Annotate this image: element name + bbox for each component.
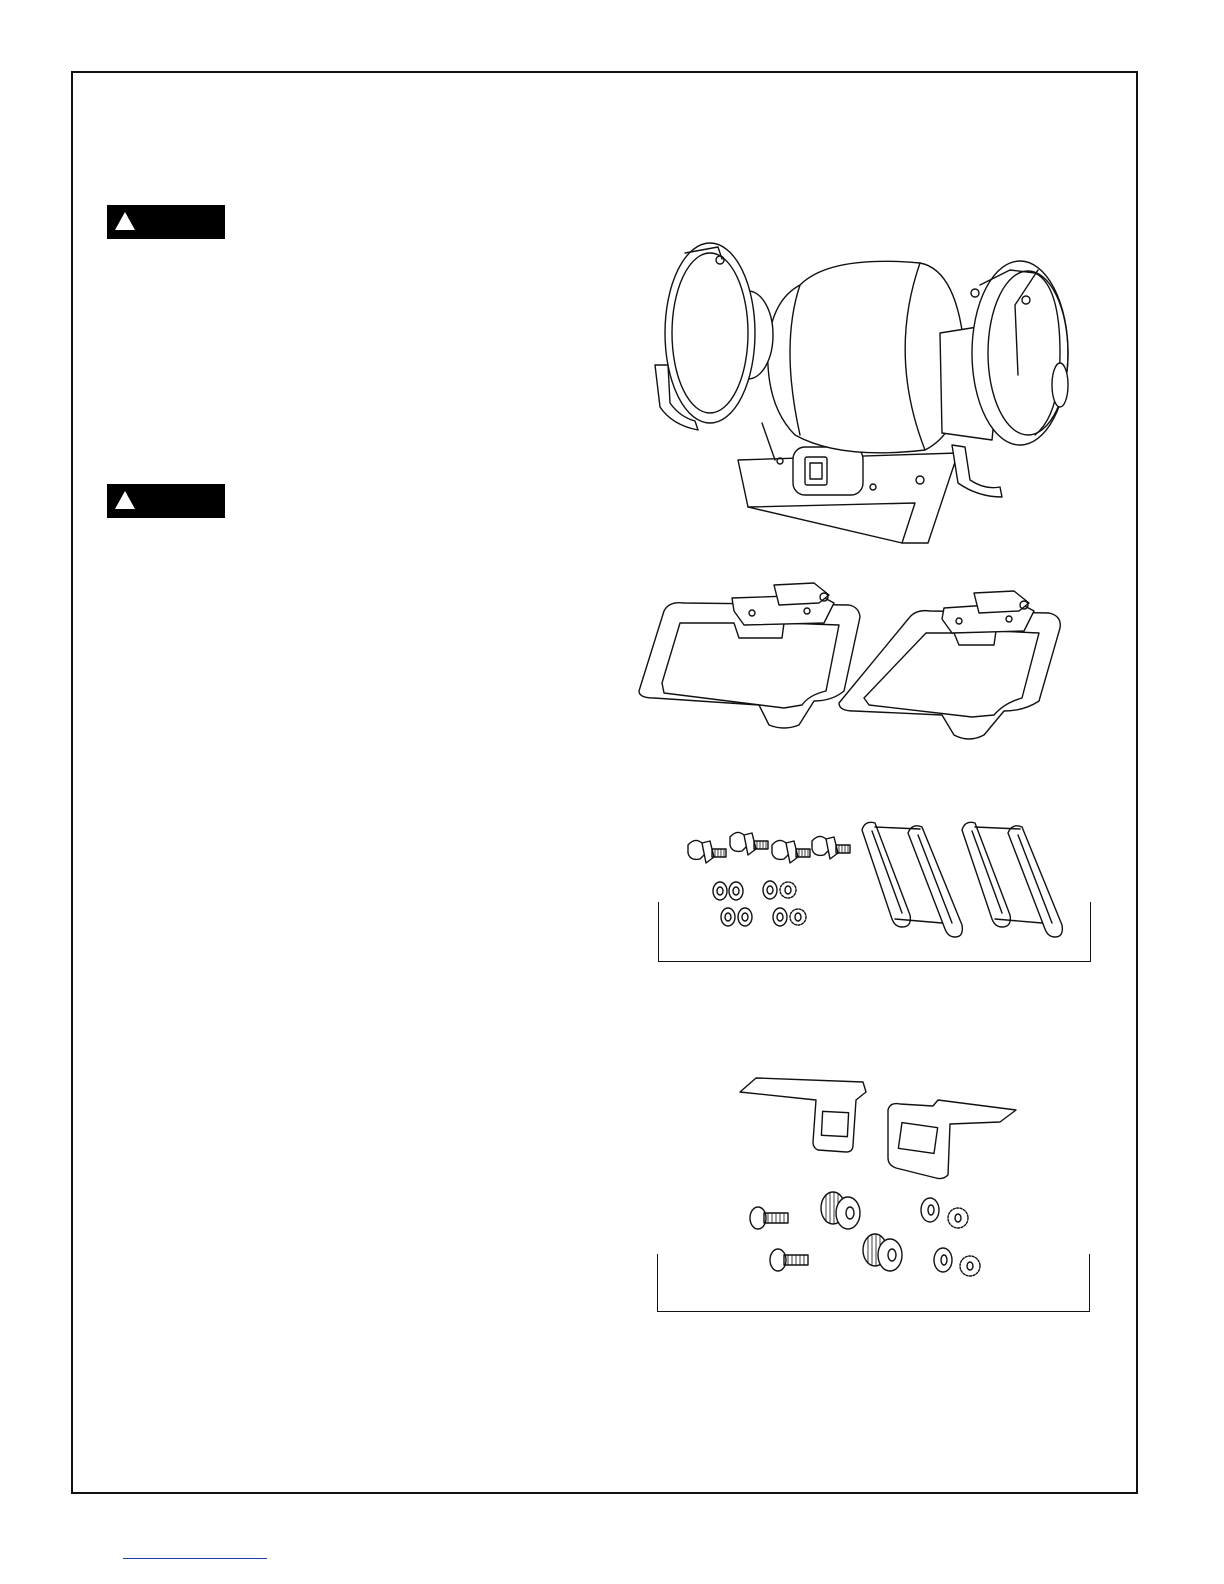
wing-screw-icon [730,832,768,855]
warning-triangle-icon [113,210,137,232]
eye-shield-bracket-right-icon [888,1100,1016,1179]
knurled-knob-icon [863,1234,902,1271]
spark-guard-bracket-icon [962,822,1062,937]
warning-badge [107,484,225,518]
wing-screw-icon [812,836,850,859]
tool-rest-right-icon [839,591,1060,739]
wing-screw-icon [688,840,726,863]
hardware-kit-illustration [680,815,1080,945]
bench-grinder-illustration [640,225,1080,555]
tool-rest-left-icon [639,583,860,728]
warning-triangle-icon [113,489,137,511]
washer-group-icon [921,1198,980,1276]
tool-rest-pair-illustration [634,583,1064,748]
bolt-icon [750,1207,788,1229]
eye-shield-bracket-illustration [738,1070,1028,1290]
eye-shield-bracket-left-icon [740,1078,866,1152]
wing-screw-icon [772,840,810,863]
footer-rule [123,1558,267,1559]
bolt-icon [770,1249,808,1271]
knurled-knob-icon [821,1192,860,1229]
spark-guard-bracket-icon [862,822,962,937]
warning-badge [107,205,225,239]
washer-group-icon [713,881,806,926]
